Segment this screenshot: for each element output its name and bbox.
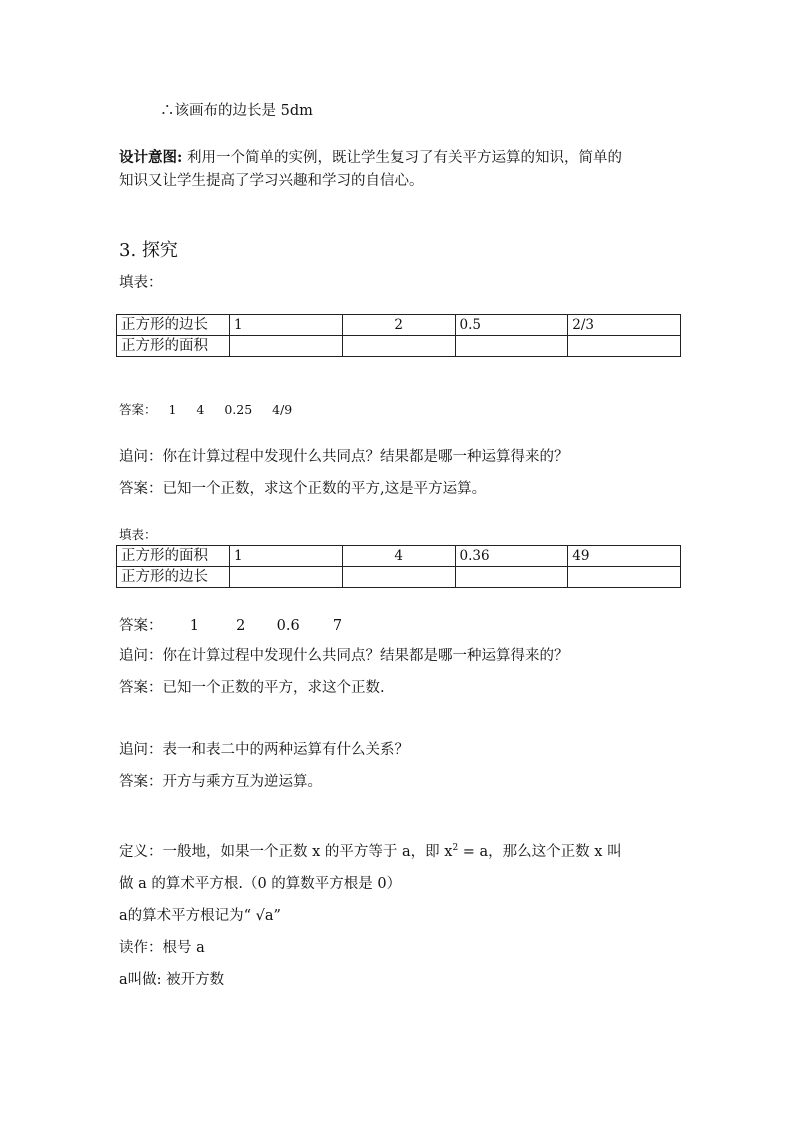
table-cell: 49 [568, 546, 681, 567]
answer-value: 7 [332, 618, 343, 634]
answer-value: 2 [236, 618, 246, 634]
table-cell-empty [568, 567, 681, 588]
definition-text-2: = a，那么这个正数 x 叫 [458, 844, 622, 860]
table-row [117, 567, 681, 588]
table-cell: 2/3 [568, 315, 681, 336]
answer-value: 1 [189, 618, 199, 634]
table-cell: 0.5 [455, 315, 568, 336]
fill-table-label-1: 填表： [119, 275, 163, 291]
table-cell: 2 [342, 315, 455, 336]
table-cell: 1 [230, 546, 343, 567]
followup-question-1: 追问：你在计算过程中发现什么共同点？结果都是哪一种运算得来的？ [119, 449, 569, 465]
row-header-side-length: 正方形的边长 [117, 567, 230, 588]
design-intent-label: 设计意图: [119, 149, 183, 166]
table-cell-empty [342, 567, 455, 588]
notation-line: a的算术平方根记为“ √a” [119, 908, 281, 924]
answer-value: 1 [168, 402, 177, 417]
answer-value: 0.25 [224, 402, 253, 417]
design-intent-line-2: 知识又让学生提高了学习兴趣和学习的自信心。 [119, 173, 424, 189]
table-cell-empty [230, 336, 343, 357]
row-header-area: 正方形的面积 [117, 546, 230, 567]
table-cell-empty [455, 336, 568, 357]
table-side-to-area [116, 314, 681, 357]
radicand-line: a叫做: 被开方数 [119, 972, 225, 988]
table-row [117, 546, 681, 567]
answer-value: 0.6 [276, 618, 300, 634]
row-header-area: 正方形的面积 [117, 336, 230, 357]
table-cell: 4 [342, 546, 455, 567]
design-intent-line-1 [119, 148, 622, 168]
table-cell-empty [455, 567, 568, 588]
table-cell-empty [568, 336, 681, 357]
section-heading: 3. 探究 [119, 240, 178, 261]
fill-table-label-2: 填表： [119, 527, 157, 542]
definition-line-1 [119, 842, 622, 862]
table-cell: 0.36 [455, 546, 568, 567]
design-intent-text-1: 利用一个简单的实例，既让学生复习了有关平方运算的知识，简单的 [186, 150, 622, 166]
answer-label: 答案： [119, 402, 157, 417]
table-cell-empty [342, 336, 455, 357]
reading-line: 读作：根号 a [119, 940, 205, 956]
followup-question-3: 追问：表一和表二中的两种运算有什么关系？ [119, 742, 409, 758]
table-row [117, 336, 681, 357]
table-cell-empty [230, 567, 343, 588]
followup-question-2: 追问：你在计算过程中发现什么共同点？结果都是哪一种运算得来的？ [119, 648, 569, 664]
answer-value: 4 [196, 402, 205, 417]
definition-line-2: 做 a 的算术平方根.（0 的算数平方根是 0） [119, 876, 402, 892]
conclusion-line: ∴该画布的边长是 5dm [160, 103, 313, 119]
answer-value: 4/9 [272, 402, 293, 417]
definition-text-1: 定义：一般地，如果一个正数 x 的平方等于 a，即 x [119, 844, 453, 860]
exponent: 2 [452, 843, 459, 854]
followup-answer-3: 答案：开方与乘方互为逆运算。 [119, 774, 322, 790]
table-area-to-side [116, 545, 681, 588]
answer-line-1 [119, 400, 292, 420]
answer-line-2 [119, 616, 342, 636]
table-row [117, 315, 681, 336]
row-header-side-length: 正方形的边长 [117, 315, 230, 336]
followup-answer-1: 答案：已知一个正数，求这个正数的平方,这是平方运算。 [119, 481, 487, 497]
table-cell: 1 [230, 315, 343, 336]
followup-answer-2: 答案：已知一个正数的平方，求这个正数. [119, 680, 385, 696]
answer-label: 答案： [119, 618, 163, 634]
